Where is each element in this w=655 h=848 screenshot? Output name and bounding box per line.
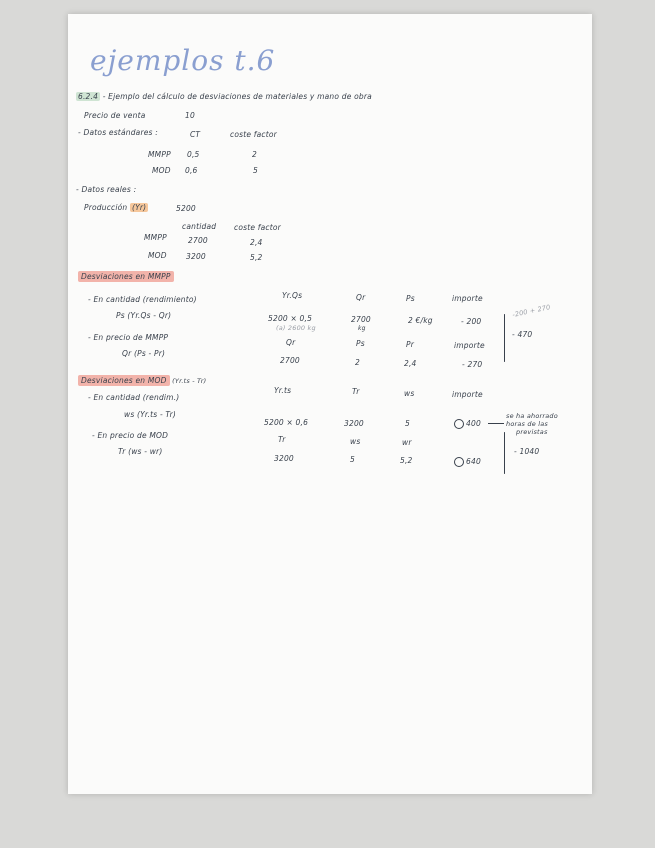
mmpp-head-importe: importe: [452, 294, 483, 303]
section-heading-text: - Ejemplo del cálculo de desviaciones de materiales y mano de obra: [102, 92, 372, 101]
mod-note1: [506, 412, 558, 436]
mod-val-tr: 3200: [344, 419, 364, 428]
mod-calc-yrts: 5200 × 0,6: [264, 418, 309, 427]
notebook-page: [68, 14, 592, 794]
mmpp-calc-yrqs: 5200 × 0,5: [268, 314, 313, 323]
minus-circle-icon: [454, 419, 464, 429]
real-prod-tag: (Yr): [131, 203, 147, 212]
mod-brace-total: - 1040: [514, 447, 540, 456]
std-col-coste: coste factor: [230, 130, 277, 139]
mod-val2-wr: 5,2: [400, 456, 413, 465]
mod-precio-formula: Tr (ws - wr): [118, 447, 163, 456]
real-row-coste: 2,4: [250, 238, 263, 247]
mmpp-head2-importe: importe: [454, 341, 485, 350]
real-row-name: MMPP: [144, 233, 167, 242]
page-title: ejemplos t.6: [90, 44, 276, 77]
arrow-icon: [488, 423, 504, 424]
mmpp-cantidad-label: - En cantidad (rendimiento): [88, 295, 197, 304]
real-col-coste: coste factor: [234, 223, 281, 232]
mmpp-head-yrqs: Yr.Qs: [282, 291, 303, 300]
mod-note1-line2: horas de las: [506, 420, 548, 428]
real-prod: [84, 203, 148, 212]
mmpp-head2-qr: Qr: [286, 338, 296, 347]
mod-val2-tr: 3200: [274, 454, 294, 463]
mmpp-calc-qr: 2700: [351, 315, 371, 324]
mod-head-ws: ws: [404, 389, 415, 398]
mmpp-heading: [78, 272, 174, 281]
mmpp-precio-label: - En precio de MMPP: [88, 333, 169, 342]
std-row-ct: 0,6: [185, 166, 198, 175]
std-row-coste: 2: [252, 150, 257, 159]
real-row-cant: 3200: [186, 252, 206, 261]
mod-head2-wr: wr: [402, 438, 412, 447]
mod-cantidad-label: - En cantidad (rendim.): [88, 393, 180, 402]
mmpp-head-ps: Ps: [406, 294, 415, 303]
real-row-name: MOD: [148, 251, 167, 260]
real-prod-value: 5200: [176, 204, 196, 213]
mmpp-brace: [504, 314, 505, 362]
real-row-cant: 2700: [188, 236, 208, 245]
mmpp-calc-yrqs-note: (a) 2600 kg: [276, 324, 316, 332]
mod-importe2: [454, 457, 481, 467]
mod-note1-line1: se ha ahorrado: [506, 412, 558, 420]
mmpp-side-note: -200 + 270: [511, 303, 552, 319]
std-col-ct: CT: [190, 130, 201, 139]
mod-heading-note: (Yr.ts - Tr): [172, 377, 207, 385]
mod-head2-tr: Tr: [278, 435, 286, 444]
std-row-ct: 0,5: [187, 150, 200, 159]
std-row-name: MOD: [152, 166, 171, 175]
section-code: 6.2.4: [78, 92, 99, 101]
real-row-coste: 5,2: [250, 253, 263, 262]
mod-brace: [504, 432, 505, 474]
mmpp-val-qr: 2700: [280, 356, 300, 365]
mod-val2-ws: 5: [350, 455, 355, 464]
mmpp-heading-text: Desviaciones en MMPP: [78, 271, 174, 282]
mod-cantidad-formula: ws (Yr.ts - Tr): [124, 410, 177, 419]
mmpp-head2-pr: Pr: [406, 340, 415, 349]
std-row-coste: 5: [253, 166, 258, 175]
real-prod-label: Producción: [84, 203, 128, 212]
mmpp-importe1: - 200: [461, 317, 482, 326]
mmpp-brace-total: - 470: [512, 330, 533, 339]
mmpp-val-pr: 2,4: [404, 359, 417, 368]
mod-heading-text: Desviaciones en MOD: [78, 375, 170, 386]
std-row-name: MMPP: [148, 150, 171, 159]
mod-importe1-value: 400: [466, 419, 481, 428]
mod-head-importe: importe: [452, 390, 483, 399]
mmpp-head2-ps: Ps: [356, 339, 365, 348]
mmpp-cantidad-formula: Ps (Yr.Qs - Qr): [116, 311, 172, 320]
minus-circle-icon: [454, 457, 464, 467]
std-label: - Datos estándares :: [78, 128, 158, 137]
mod-val-ws: 5: [405, 419, 410, 428]
price-value: 10: [185, 111, 195, 120]
mmpp-precio-formula: Qr (Ps - Pr): [122, 349, 166, 358]
real-label: - Datos reales :: [76, 185, 137, 194]
mod-head2-ws: ws: [350, 437, 361, 446]
mmpp-calc-ps: 2 €/kg: [408, 316, 433, 325]
mod-importe2-value: 640: [466, 457, 481, 466]
mod-head-tr: Tr: [352, 387, 360, 396]
mmpp-importe2: - 270: [462, 360, 483, 369]
real-col-cant: cantidad: [182, 222, 217, 231]
mod-precio-label: - En precio de MOD: [92, 431, 169, 440]
mmpp-head-qr: Qr: [356, 293, 366, 302]
section-heading: [76, 92, 372, 101]
mod-head-yrts: Yr.ts: [274, 386, 292, 395]
mod-heading: [78, 376, 206, 385]
price-label: Precio de venta: [84, 111, 146, 120]
mmpp-val-ps: 2: [355, 358, 360, 367]
mod-importe1: [454, 419, 481, 429]
mod-note1-line3: previstas: [516, 428, 548, 436]
mmpp-calc-qr-unit: kg: [358, 325, 366, 332]
